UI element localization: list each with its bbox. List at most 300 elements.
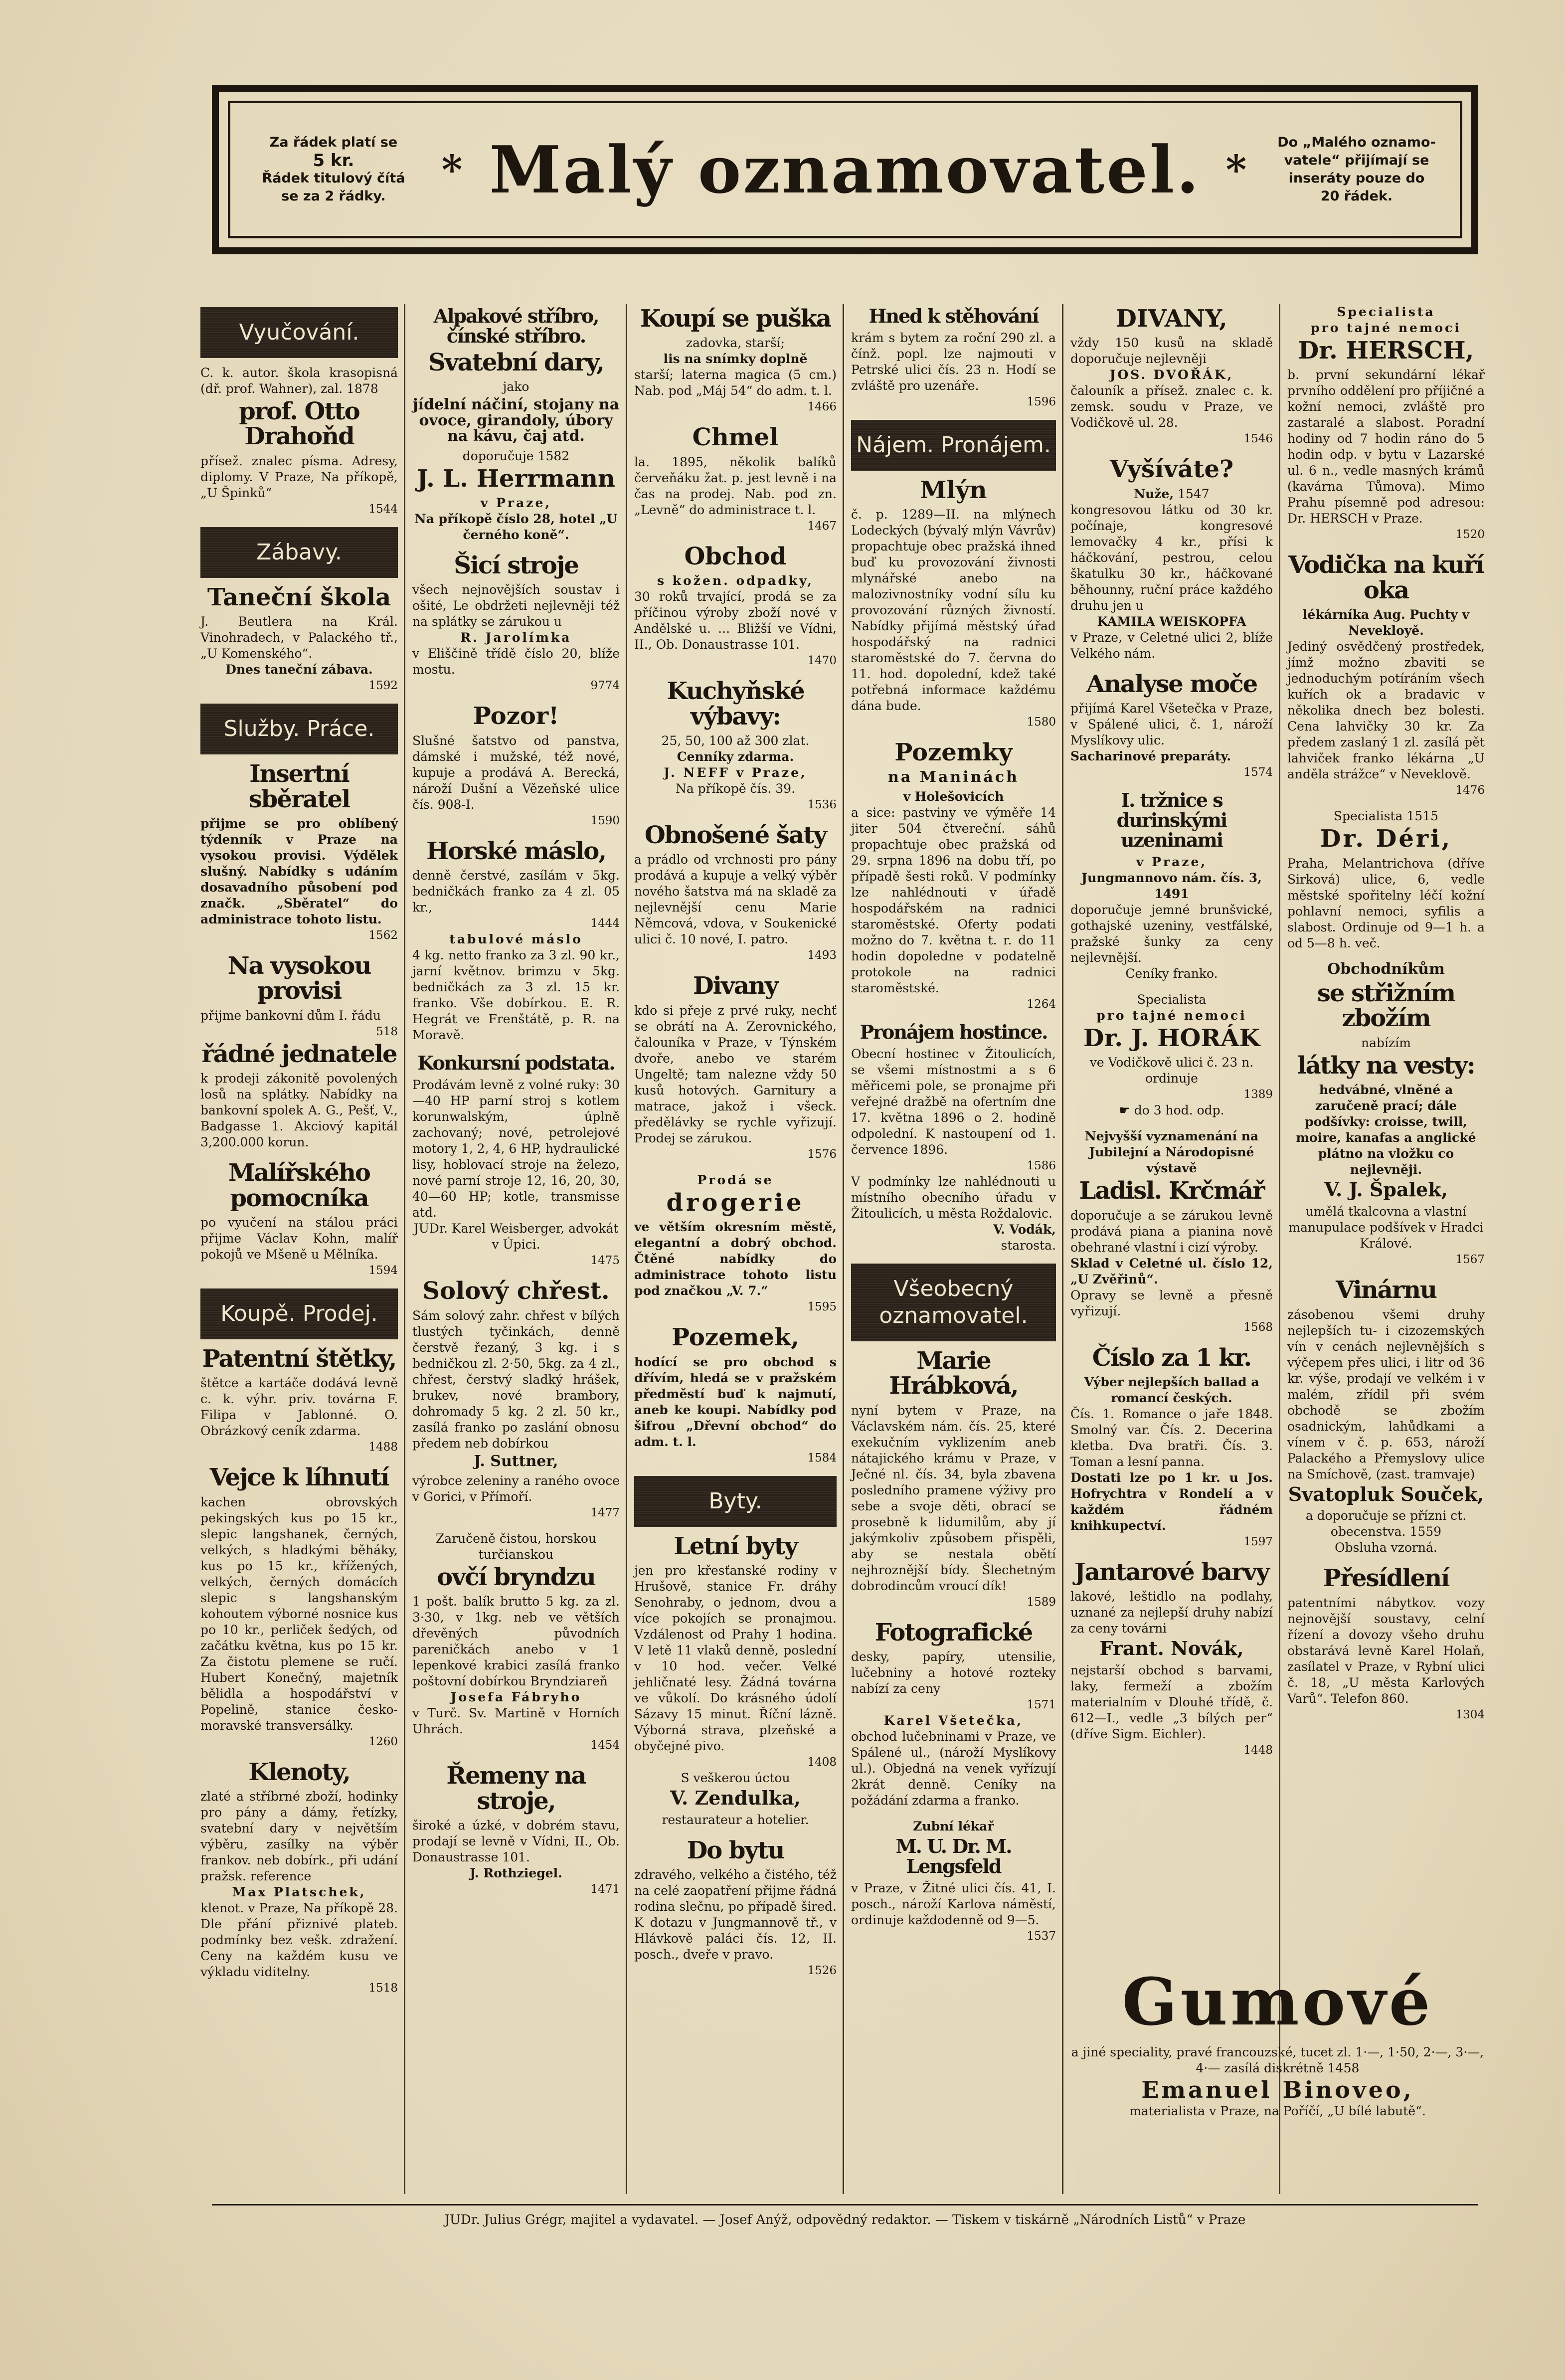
ad-number: 1515 <box>1406 809 1439 824</box>
ad-headline: Alpakové stříbro, čínské stříbro. <box>433 305 599 347</box>
ad-number: 1408 <box>807 1755 837 1769</box>
ad-number: 1260 <box>368 1735 398 1748</box>
ad-body: Dostati lze po 1 kr. u Jos. Hofrychtra v Rondelí a v každém řádném knihkupectví. <box>1070 1470 1273 1533</box>
pointing-hand-icon: ☛ <box>1119 1103 1130 1118</box>
note-line-2: vatele“ přijímají se <box>1284 153 1429 168</box>
ad-headline: Dr. Déri, <box>1320 825 1452 853</box>
ad-headline: Svatební dary, <box>428 348 604 376</box>
ad-subhead: s kožen. odpadky, <box>657 573 814 588</box>
ad-headline: Marie Hrábková, <box>889 1347 1018 1400</box>
ad-body: a jiné speciality, pravé francouzské, tucet zl. 1·—, 1·50, 2·—, 3·—, 4·— zasílá diskrétně <box>1071 2045 1484 2075</box>
column-rule <box>404 304 405 2194</box>
ad-ballads <box>1070 1345 1273 1550</box>
ad-body: a sice: pastviny ve výměře 14 jiter 504 čtvereční. sáhů propachtuje obec pražská od 29. srpna 1896 na dobu tří, po případě šesti roků. V podmínky lze nahlédnouti v úřadě hospodářském na radnici staroměstské. Oferty podati možno do 7. května t. r. do 11 hodin dopoledne v podatelně protokole na radnici staroměstské. <box>851 805 1056 996</box>
section-heading-entertainment: Zábavy. <box>200 527 398 578</box>
ad-body: a doporučuje se přízni ct. obecenstva. <box>1305 1508 1467 1539</box>
ad-number: 1592 <box>368 679 398 693</box>
ad-headline: řádné jednatele <box>201 1040 397 1068</box>
ad-highlight: lis na snímky doplně <box>663 352 808 366</box>
ad-headline: Vinárnu <box>1336 1276 1436 1304</box>
ad-address: Jungmannovo nám. čís. 3, <box>1081 870 1262 885</box>
ad-body: nyní bytem v Praze, na Václavském nám. čís. 25, které exekučním vyklizením aneb nátajického krámu v Praze, v Ječné nl. čís. 34, byla zbavena posledního pramene výživy pro sebe a svoje děti, obrací se prosebně k lidumilům, aby jí jakýmkoliv způsobem přispěli, aby se nestala obětí nejhroznější bídy. Šlechetným dobrodincům vroucí dík! <box>851 1403 1056 1593</box>
ad-headline: DIVANY, <box>1116 305 1227 333</box>
ad-body: zásobenou všemi druhy nejlepších tu- i cizozemských vín v cenách nejlevnějších s výčepem přes ulici, i litr od 36 kr. výše, prodají ve velkém i v malém, zřídil při svém obchodě se zbožím osadnickým, lahůdkami a vínem v č. p. 653, nároží Palackého a Přemyslovy ulice na Smíchově, (zast. tramvaje) <box>1287 1307 1485 1481</box>
ad-mill <box>851 478 1056 730</box>
ad-body: kdo si přeje z prvé ruky, nechť se obrátí na A. Zerovnického, čalouníka v Praze, v Týnském dvoře, anebo ve starém Ungeltě; tam nalezne vždy 50 kusů hotových. Garnitury a matrace, jakož i všeck. předělávky se rychle vyřizují. Prodej se zárukou. <box>634 1003 837 1145</box>
ad-body: umělá tkalcovna a vlastní manupulace podšívek v Hradci Králové. <box>1288 1204 1484 1251</box>
ad-body: přijme se pro oblíbený týdenník v Praze na vysokou provisi. Výdělek slušný. Nabídky s udáním dosavadního působení pod značk. „Sběratel“ do administrace tohoto listu. <box>200 816 398 926</box>
column-6 <box>1281 304 1491 1960</box>
ad-body: přijme bankovní dům I. řádu <box>200 1008 381 1023</box>
column-5 <box>1064 304 1279 2194</box>
ad-asparagus <box>412 1279 620 1521</box>
ad-advertiser: V. J. Špalek, <box>1324 1178 1448 1201</box>
ad-address: Na příkopě číslo 28, hotel „U černého koně“. <box>414 512 618 543</box>
ad-headline: Pozemky <box>894 738 1013 767</box>
column-3 <box>628 304 843 2194</box>
ad-body: vždy 150 kusů na skladě doporučuje nejlevněji <box>1070 336 1273 366</box>
ad-row <box>1070 486 1273 502</box>
rate-line-4: se za 2 řádky. <box>281 188 386 204</box>
header-title-block <box>442 132 1249 208</box>
ad-body: jídelní náčiní, stojany na ovoce, girandoly, úbory na kávu, čaj atd. <box>412 396 620 445</box>
ad-text: Zaručeně čistou, horskou turčianskou <box>435 1531 597 1562</box>
ad-recommend <box>412 448 620 464</box>
ad-city: v Praze, <box>1136 854 1208 869</box>
ad-advertiser: KAMILA WEISKOPFA <box>1097 614 1246 629</box>
section-heading-education: Vyučování. <box>200 307 398 358</box>
ad-collector <box>200 761 398 943</box>
ad-body: výrobce zeleniny a raného ovoce v Gorici, v Přímoří. <box>412 1473 620 1504</box>
ad-body: Slušné šatstvo od panstva, dámské i mužské, též nové, kupuje a prodává A. Berecká, nároží Dušní a Vězeňské ulice čís. 908-I. <box>412 733 620 812</box>
ad-subhead: tabulové máslo <box>449 932 583 947</box>
ad-headline: Přesídlení <box>1323 1564 1449 1593</box>
ad-calligraphy-school <box>200 365 398 517</box>
ad-bankruptcy-sale <box>412 1053 620 1269</box>
ad-body: v Eliščině třídě číslo 20, blíže mostu. <box>412 646 620 677</box>
ad-body: obchod lučebninami v Praze, ve Spálené ul., (nároží Myslíkovy ul.). Objedná na venek vyřízují 2krát denně. Ceníky na požádání zdarma a franko. <box>851 1729 1056 1808</box>
ad-sofas <box>634 973 837 1162</box>
ad-text: Nuže, <box>1134 486 1174 501</box>
ad-signature: JUDr. Karel Weisberger, advokát v Úpici. <box>413 1221 619 1252</box>
ad-subhead: Nejvyšší vyznamenání na Jubilejní a Národopisné výstavě <box>1084 1129 1259 1176</box>
classifieds-header <box>212 85 1478 254</box>
ad-headline: Analyse moče <box>1086 670 1257 698</box>
ad-headline: Pronájem hostince. <box>860 1021 1047 1044</box>
ad-number: 1590 <box>590 814 620 827</box>
ad-number: 1576 <box>807 1147 837 1161</box>
ad-row <box>1287 1508 1485 1540</box>
ad-number: 1596 <box>1027 395 1056 408</box>
rate-line-1: Za řádek platí se <box>269 135 398 150</box>
ad-dentist <box>851 1819 1056 1944</box>
ad-text: Ceníky franko. <box>1125 966 1218 981</box>
ad-headline: Insertní sběratel <box>248 760 350 813</box>
ad-body: 4 kg. netto franko za 3 zl. 90 kr., jarní květnov. brimzu v 5kg. bedničkách za 3 zl. 15 kr. franko. Vše dobírkou. E. R. Hegrát ve Frenštátě, p. R. na Moravě. <box>412 948 620 1043</box>
ad-body: zadovka, starší; <box>686 336 785 351</box>
ad-machine-belts <box>412 1763 620 1897</box>
ad-body: přísež. znalec písma. Adresy, diplomy. V Praze, Na příkopě, „U Špinků“ <box>200 453 398 500</box>
ad-number: 1454 <box>590 1739 620 1752</box>
ad-headline: Obchod <box>684 542 787 570</box>
ad-silverware <box>412 306 620 543</box>
ad-number: 1571 <box>1027 1698 1056 1712</box>
ad-room-to-let <box>634 1838 837 1979</box>
star-icon: * <box>1225 146 1249 193</box>
ad-sewing-machines <box>412 553 620 694</box>
note-line-1: Do „Malého oznamo- <box>1277 135 1436 150</box>
ad-body: V podmínky lze nahlédnouti u místního obecního úřadu v Žitoulicích, u města Roždalovic. <box>851 1174 1056 1221</box>
ad-body: zlaté a stříbrné zboží, hodinky pro pány a dámy, řetízky, svatební dary v největším výběru, zasílky na výběr frankov. neb dobírk., při udání pražsk. reference <box>200 1789 398 1884</box>
ad-dance-school <box>200 585 398 694</box>
ad-headline: Šicí stroje <box>454 551 578 580</box>
ad-advertiser: Emanuel Binoveo, <box>1141 2076 1414 2103</box>
ad-number: 1544 <box>368 502 398 516</box>
ad-number: 1546 <box>1243 432 1273 446</box>
column-rule <box>626 304 627 2194</box>
ad-body: nejstarší obchod s barvami, laky, fermeží a zbožím materialním v Dlouhé třídě, č. 612—I., vedle „3 bílých per“ (dříve Sigm. Eichler). <box>1070 1663 1273 1742</box>
imprint-footer: JUDr. Julius Grégr, majitel a vydavatel. — Josef Anýž, odpovědný redaktor. — Tiskem v tiskárně „Národních Listů“ v Praze <box>212 2204 1478 2227</box>
ad-headline: Řemeny na stroje, <box>446 1762 586 1815</box>
ad-address: materialista v Praze, na Poříčí, „U bílé labutě“. <box>1129 2104 1426 2118</box>
ad-body: ve větším okresním městě, elegantní a dobrý obchod. Čtěné nabídky do administrace tohoto listu pod značkou „V. 7.“ <box>634 1220 837 1298</box>
ad-number: 1470 <box>807 654 837 668</box>
ad-text: C. k. autor. škola krasopisná (dř. prof. Wahner), zal. 1878 <box>200 366 398 396</box>
ad-text: restaurateur a hotelier. <box>662 1812 809 1827</box>
ad-advertiser: J. Rothziegel. <box>470 1866 562 1881</box>
ad-headline: Malířského pomocníka <box>228 1159 370 1212</box>
ad-body: lakové, leštidlo na podlahy, uznané za nejlepší druhy nabízí za ceny továrni <box>1070 1589 1273 1636</box>
ad-text: Zubní lékař <box>913 1819 994 1834</box>
ad-corn-remedy <box>1287 552 1485 798</box>
ad-bank-agents <box>200 953 398 1150</box>
ad-subhead: na Maninách <box>888 768 1019 786</box>
ad-body: Výber nejlepších ballad a romancí českých. <box>1084 1375 1259 1406</box>
ad-row <box>1287 808 1485 824</box>
ad-number: 1574 <box>1243 766 1273 779</box>
ad-number: 1547 <box>1178 486 1210 501</box>
ad-body: desky, papíry, utensilie, lučebniny a hotové rozteky nabízí za ceny <box>851 1649 1056 1696</box>
ad-number: 1476 <box>1455 784 1485 797</box>
ad-headline: Taneční škola <box>207 583 391 611</box>
ad-headline: Kuchyňské výbavy: <box>667 677 804 731</box>
ad-used-clothes <box>634 823 837 963</box>
ad-inn-lease <box>851 1022 1056 1254</box>
ad-advertiser: Frant. Novák, <box>1099 1637 1244 1660</box>
ad-headline: I. tržnice s durinskými uzeninami <box>1116 789 1227 851</box>
ad-body: Prodávám levně z volné ruky: 30—40 HP parní stroj s kotlem korunwalským, úplně zachovaný; nové, petrolejové motory 1, 2, 4, 6 HP, hydraulické lisy, hoblovací stroje na železo, nové parní stroje 12, 16, 20, 30, 40—60 HP; kotle, transmisse atd. <box>412 1078 620 1220</box>
ad-body: v Turč. Sv. Martině v Horních Uhrách. <box>412 1706 620 1737</box>
ad-urine-analysis <box>1070 672 1273 780</box>
ad-clothing <box>412 704 620 828</box>
ad-number: 1580 <box>1027 716 1056 729</box>
ad-headline: se střižním zbožím <box>1317 979 1455 1033</box>
ad-headline: Patentní štětky, <box>202 1344 396 1373</box>
ad-moving <box>1287 1566 1485 1722</box>
ad-body: hodící se pro obchod s dřívím, hledá se v pražském předměstí buď k najmutí, aneb ke koupi. Nabídky pod šifrou „Dřevní obchod“ do adm. t. l. <box>634 1354 837 1449</box>
ad-text: starosta. <box>1001 1238 1056 1253</box>
page-title: Malý oznamovatel. <box>489 131 1201 208</box>
ad-number: 1264 <box>1027 998 1056 1011</box>
header-submission-note <box>1257 134 1456 205</box>
ad-body: Obecní hostinec v Žitoulicích, se všemi místnostmi a s 6 měřicemi pole, se pronajme při veřejné dražbě na ofertním dne 17. května 1896 o 2. hodině odpolední. K nastoupení od 1. července 1896. <box>851 1047 1056 1157</box>
ad-body: Praha, Melantrichova (dříve Sirková) ulice, 6, vedle městské spořitelny léčí kožní pohlavní nemoci, syfilis a slabost. Ordinuje od 9—1 h. a od 5—8 h. več. <box>1287 856 1485 950</box>
ad-vest-fabrics <box>1287 961 1485 1268</box>
ad-advertiser: J. Suttner, <box>474 1452 558 1470</box>
ad-body: 1 pošt. balík brutto 5 kg. za zl. 3·30, v 1kg. neb ve větších dřevěných původních pareničkách anebo v 1 lepenkové krabici zasílá franko poštovní dobírkou Bryndziareň <box>412 1594 620 1689</box>
ad-body: kachen obrovských pekingských kus po 15 kr., slepic langshanek, černých, velkých, s hladkými běháky, kus po 15 kr., křížených, velkých, černých domácích slepic s langshanským kohoutem výborné nosnice kus po 10 kr., perliček šedých, od začátku května, kus po 15 kr. Za čistotu plemene se ručí. Hubert Konečný, majetník bělidla a hospodářství v Popelině, stanice česko-moravské transversálky. <box>200 1494 398 1733</box>
ad-advertiser: Josefa Fábryho <box>450 1690 582 1705</box>
ad-text: doporučuje <box>462 448 534 463</box>
ad-headline: Letní byty <box>674 1532 797 1560</box>
ad-text: Specialista <box>1333 809 1403 824</box>
ad-advertiser: R. Jarolímka <box>460 630 572 645</box>
ad-highlight: Dnes taneční zábava. <box>225 662 373 677</box>
ad-headline: Koupí se puška <box>640 305 831 333</box>
ad-kitchen-outfits <box>634 679 837 813</box>
ad-leather-business <box>634 544 837 669</box>
ad-headline: Do bytu <box>687 1836 784 1864</box>
ad-headline: Obnošené šaty <box>644 821 827 849</box>
ad-photographic <box>851 1620 1056 1809</box>
ad-text: Prodá se <box>697 1172 774 1187</box>
ad-signature: V. Vodák, <box>993 1222 1056 1237</box>
ad-number: 1562 <box>368 928 398 942</box>
ad-pianos <box>1070 1128 1273 1335</box>
ad-embroidery <box>1070 457 1273 661</box>
ad-address: Na příkopě čís. 39. <box>675 781 796 796</box>
ad-number: 1584 <box>807 1451 837 1465</box>
ad-number: 1471 <box>590 1883 620 1896</box>
header-rate-note <box>234 134 433 205</box>
ad-body: široké a úzké, v dobrém stavu, prodají se levně v Vídni, II., Ob. Donaustrasse 101. <box>412 1818 620 1865</box>
ad-headline: Dr. J. HORÁK <box>1083 1024 1260 1052</box>
ad-headline: prof. Otto Drahoňd <box>239 397 359 451</box>
ad-drugstore <box>634 1172 837 1315</box>
ad-text: S veškerou úctou <box>681 1770 790 1785</box>
star-icon: * <box>441 146 465 193</box>
ad-body: k prodeji zákonitě povolených losů na splátky. Nabídky na bankovní spolek A. G., Pešť, V., Badgasse 1. Akciový kapitál 3,200.000 korun. <box>200 1071 398 1150</box>
ad-number: 1536 <box>807 798 837 811</box>
column-1 <box>194 304 404 2194</box>
ad-body: doporučuje a se zárukou levně prodává piana a pianina nově obehrané vlastní i cizí výroby. <box>1070 1208 1273 1255</box>
ad-text: pro tajné nemoci <box>1311 321 1461 335</box>
ad-body: Sám solový zahr. chřest v bílých tlustých tyčinkách, denně čerstvě řezaný, 3 kg. i s bedničkou zl. 2·50, 5kg. za 4 zl., chřest, čerstvý sladký hrášek, brukev, nové brambory, dohromady 5 kg. 2 zl. 50 kr., zasílá franko po zaslání obnosu předem neb dobírkou <box>412 1308 620 1451</box>
ad-advertiser: J. L. Herrmann <box>417 464 615 493</box>
ad-text: jako <box>503 379 529 394</box>
ad-number: 9774 <box>590 679 620 693</box>
ad-advertiser: J. NEFF v Praze, <box>664 765 807 780</box>
ad-number: 1475 <box>590 1254 620 1268</box>
ad-thuringian-sausages <box>1070 790 1273 982</box>
ad-body: la. 1895, několik balíků červeňáku žat. p. jest levně i na čas na prodej. Nab. pod zn. „Levně“ do administrace t. l. <box>634 454 837 517</box>
ad-text: Obsluha vzorná. <box>1335 1540 1437 1555</box>
ad-brushes <box>200 1346 398 1455</box>
ad-headline: drogerie <box>666 1188 805 1217</box>
ad-headline: Solový chřest. <box>422 1277 610 1305</box>
ad-headline: Číslo za 1 kr. <box>1092 1343 1251 1372</box>
ad-body: přijímá Karel Všetečka v Praze, v Spálené ulici, č. 1, nároží Myslíkovy ulic. <box>1070 701 1273 748</box>
ad-headline: Ladisl. Krčmář <box>1079 1177 1264 1205</box>
ad-dr-deri <box>1287 808 1485 951</box>
ad-body: č. p. 1289—II. na mlýnech Lodeckých (bývalý mlýn Vávrův) propachtuje obec pražská ihned buď ku provozování živnosti mlynářské anebo na malozivnostníky vodní sílu ku provozování různých živností. Nabídky přijímá městský úřad hospodářský na radnici staroměstské do 7. června do 11. hod. dopolední, kdež také potřebná informace každému dána bude. <box>851 507 1056 714</box>
ad-headline: Hned k stěhování <box>869 305 1039 327</box>
section-heading-flats: Byty. <box>634 1476 837 1527</box>
ad-body: denně čerstvé, zasílám v 5kg. bedničkách franko za 4 zl. 05 kr., <box>412 868 620 915</box>
ad-advertiser: Max Platschek, <box>232 1885 366 1900</box>
ad-rubber-title: Gumové <box>1122 1964 1433 2040</box>
ad-hatching-eggs <box>200 1465 398 1749</box>
ad-headline: Fotografické <box>874 1618 1033 1647</box>
ad-number: 1589 <box>1027 1595 1056 1609</box>
ad-number: 1458 <box>1327 2061 1360 2075</box>
note-line-4: 20 řádek. <box>1320 188 1393 204</box>
note-line-3: inseráty pouze do <box>1288 171 1425 186</box>
ad-number: 1586 <box>1027 1159 1056 1173</box>
ad-body: doporučuje jemné brunšvické, gothajské uzeniny, vestfálské, pražské šunky za ceny nejlevnější. <box>1070 902 1273 965</box>
ad-body: a prádlo od vrchnosti pro pány prodává a kupuje a velký výběr nového šatstva má na skladě za nejlevnější cenu Marie Němcová, vdova, v Soukenické ulici č. 10 nové, I. patro. <box>634 852 837 947</box>
section-heading-general: Všeobecný oznamovatel. <box>851 1264 1056 1341</box>
ad-number: 1493 <box>807 949 837 962</box>
ad-number: 1559 <box>1409 1524 1442 1539</box>
ad-number: 1597 <box>1243 1535 1273 1549</box>
ad-number: 518 <box>376 1025 398 1038</box>
column-2 <box>406 304 626 2194</box>
ad-text: Specialista <box>1337 305 1435 319</box>
ad-body: klenot. v Praze, Na příkopě 28. Dle přání přiznivé plateb. podmínky bez vešk. zdražení. Ceny na každém kusu ve výkladu viditelny. <box>200 1901 398 1980</box>
ad-headline: Jantarové barvy <box>1074 1558 1269 1587</box>
rate-line-3: Řádek titulový čítá <box>262 171 405 186</box>
ad-rubber <box>1069 2044 1486 2119</box>
ad-headline: M. U. Dr. M. Lengsfeld <box>895 1835 1012 1878</box>
ad-headline: Klenoty, <box>248 1758 350 1786</box>
ad-number: 1568 <box>1243 1320 1273 1334</box>
ad-headline: Mlýn <box>920 476 987 504</box>
ad-body: patentními nábytkov. vozy nejnovější soustavy, celní řízení a dovozy všeho druhu obstarává levně Karel Holaň, zasílatel v Praze, v Rybní ulici č. 18, „U města Karlových Varů“. Telefon 860. <box>1287 1595 1485 1706</box>
ad-dr-horak <box>1070 992 1273 1118</box>
ad-number: 1467 <box>807 519 837 533</box>
ad-text: Obchodníkům <box>1327 960 1445 978</box>
ad-number: 1389 <box>1243 1088 1273 1101</box>
ad-advertiser: Karel Všetečka, <box>883 1713 1024 1728</box>
ad-hops <box>634 425 837 534</box>
ad-amber-paints <box>1070 1560 1273 1758</box>
ad-mountain-butter <box>412 839 620 1043</box>
ad-body: štětce a kartáče dodává levně c. k. výhr. priv. továrna F. Filipa v Jablonné. O. Obrázkový ceník zdarma. <box>200 1376 398 1439</box>
ad-headline: Dr. HERSCH, <box>1298 337 1474 365</box>
section-heading-services: Služby. Práce. <box>200 704 398 754</box>
ad-body: b. první sekundární lékař prvního oddělení pro příjičné a kožní nemoci, zvláště pro zastaralé a slabost. Poradní hodiny od 7 hodin ráno do 5 hodin odp. v bytu v Lazarské ul. 6 n., vedle masných krámů (kavárna Tůmova). Mimo Prahu písemně pod adresou: Dr. HERSCH v Praze. <box>1287 367 1485 526</box>
ad-hours: do 3 hod. odp. <box>1134 1103 1224 1118</box>
ad-headline: Konkursní podstata. <box>417 1052 615 1075</box>
ad-number: 1582 <box>537 448 570 463</box>
ad-address: Sklad v Celetné ul. číslo 12, „U Zvěřinů“. <box>1070 1256 1273 1286</box>
ad-city: v Praze, <box>480 496 552 511</box>
column-rule <box>843 304 844 2194</box>
ad-number: 1477 <box>590 1506 620 1520</box>
ad-body: krám s bytem za roční 290 zl. a čínž. popl. lze najmouti v Petrské ulici čís. 23 n. Hodí se zvláště pro uzenáře. <box>851 330 1056 393</box>
section-heading-buy-sell: Koupě. Prodej. <box>200 1288 398 1339</box>
ad-text: nabízím <box>1361 1035 1411 1050</box>
ad-body: J. Beutlera na Král. Vinohradech, v Palackého tř., „U Komenského“. <box>200 614 398 661</box>
ad-body: v Praze, v Žitné ulici čís. 41, I. posch., nároží Karlova náměstí, ordinuje každodenně od 9—5. <box>851 1881 1056 1928</box>
ad-headline: Divany <box>693 972 778 1000</box>
ad-number: 1526 <box>807 1964 837 1978</box>
ad-body: ve Vodičkově ulici č. 23 n. ordinuje <box>1089 1055 1254 1086</box>
ad-headline: Vejce k líhnutí <box>209 1464 389 1492</box>
ad-headline: Pozor! <box>473 702 559 731</box>
ad-row <box>1070 870 1273 902</box>
ad-headline: ovčí bryndzu <box>437 1563 595 1592</box>
ad-text: pro tajné nemoci <box>1096 1008 1247 1023</box>
ad-number: 1466 <box>807 400 837 414</box>
ad-body: Opravy se levně a přesně vyřizují. <box>1070 1287 1273 1318</box>
ad-shop-to-let <box>851 306 1056 410</box>
ad-body: 25, 50, 100 až 300 zlat. <box>661 733 810 748</box>
ad-highlight: Sacharinové preparáty. <box>1070 749 1231 764</box>
ad-number: 1520 <box>1455 528 1485 542</box>
ad-number: 1491 <box>1154 886 1189 901</box>
ad-rifle-wanted <box>634 306 837 415</box>
ad-body: Jediný osvědčený prostředek, jímž možno zbaviti se jednoduchým potíráním všech kuřích ok a bradavic v několika dnech bez bolesti. Cena lahvičky 30 kr. Za předem zaslaný 1 zl. zasílá pět lahviček franko lékárna „U anděla strážce“ v Neveklově. <box>1287 639 1485 782</box>
ad-number: 1518 <box>368 1982 398 1995</box>
ad-body: po vyučení na stálou práci přijme Václav Kohn, malíř pokojů ve Mšeně u Mělníka. <box>200 1215 398 1262</box>
ad-summer-flats <box>634 1534 837 1828</box>
ad-painter-assistant <box>200 1160 398 1279</box>
ad-number: 1448 <box>1243 1744 1273 1757</box>
ad-sheep-cheese <box>412 1531 620 1753</box>
ad-jewelry <box>200 1760 398 1996</box>
ad-row <box>1070 1102 1273 1118</box>
ad-body: čalouník a přísež. znalec c. k. zemsk. soudu v Praze, ve Vodičkově ul. 28. <box>1070 383 1273 430</box>
ad-appeal-hrabkova <box>851 1348 1056 1610</box>
ad-number: 1594 <box>368 1264 398 1277</box>
ad-text: Specialista <box>1137 992 1207 1007</box>
ad-body: zdravého, velkého a čistého, též na celé zaopatření přijme řádná rodina slečnu, po případě šired. K dotazu v Jungmannově tř., v Hlávkově paláci čís. 12, II. posch., dveře v pravo. <box>634 1867 837 1962</box>
ad-advertiser: JOS. DVOŘÁK, <box>1109 367 1234 382</box>
ad-meadows <box>851 740 1056 1012</box>
ad-headline: látky na vesty: <box>1297 1051 1475 1080</box>
ad-body: v Praze, v Celetné ulici 2, blíže Velkého nám. <box>1070 630 1273 661</box>
ad-dr-hersch <box>1287 304 1485 543</box>
ad-headline: Vodička na kuří oka <box>1288 551 1484 604</box>
ad-body: jen pro křesťanské rodiny v Hrušově, stanice Fr. dráhy Senohraby, o jednom, dvou a více pokojích se pronajmou. Vzdálenost od Prahy 1 hodina. V letě 11 vlaků denně, poslední v 10 hod. večer. Velké jehličnaté lesy. Žádná továrna ve vůkolí. Do krásného údolí Sázavy 15 minut. Říční lázně. Výborná strava, plzeňské a obyčejné pivo. <box>634 1563 837 1753</box>
ad-body: hedvábné, vlněné a zaručeně prací; dále podšívky: croisse, twill, moire, kanafas a anglické plátno na vložku co nejlevněji. <box>1296 1083 1476 1177</box>
ad-number: 1595 <box>807 1300 837 1314</box>
column-4 <box>845 304 1062 2194</box>
ad-number: 1488 <box>368 1441 398 1454</box>
ad-subhead: Cenníky zdarma. <box>677 749 794 764</box>
ad-row <box>1069 2044 1486 2076</box>
section-heading-rent: Nájem. Pronájem. <box>851 420 1056 471</box>
ad-body: 30 roků trvající, prodá se za příčinou výroby zboží nové v Andělské u. ... Bližší ve Vídni, II., Ob. Donaustrasse 101. <box>634 589 837 652</box>
ad-body: starší; laterna magica (5 cm.) Nab. pod „Máj 54“ do adm. t. l. <box>634 367 837 398</box>
ad-list: Čís. 1. Romance o jaře 1848. Smolný var. Čís. 2. Decerina kletba. Dva bratři. Čís. 3. Toman a lesní panna. <box>1070 1407 1273 1469</box>
ad-headline: Horské máslo, <box>426 837 606 865</box>
ad-body: všech nejnovějších soustav i ošité, Le obdržeti nejlevněji též na splátky se zárukou u <box>412 582 620 629</box>
ad-advertiser: Svatopluk Souček, <box>1288 1482 1484 1505</box>
ad-advertiser: V. Zendulka, <box>670 1786 801 1809</box>
ad-city: v Holešovicích <box>903 789 1004 804</box>
ad-land-plot <box>634 1325 837 1465</box>
ad-headline: Pozemek, <box>672 1323 799 1352</box>
column-rule <box>1279 304 1280 2194</box>
ad-wine-bar <box>1287 1278 1485 1556</box>
ad-headline: Vyšíváte? <box>1109 455 1234 484</box>
ad-divans <box>1070 306 1273 447</box>
column-rule <box>1062 304 1063 2194</box>
ad-body: kongresovou látku od 30 kr. počínaje, kongresové lemovačky 4 kr., přísi k háčkování, pestrou, celou škatulku 30 kr., háčkované běhounny, ruční práce každého druhu jen u <box>1070 502 1273 613</box>
